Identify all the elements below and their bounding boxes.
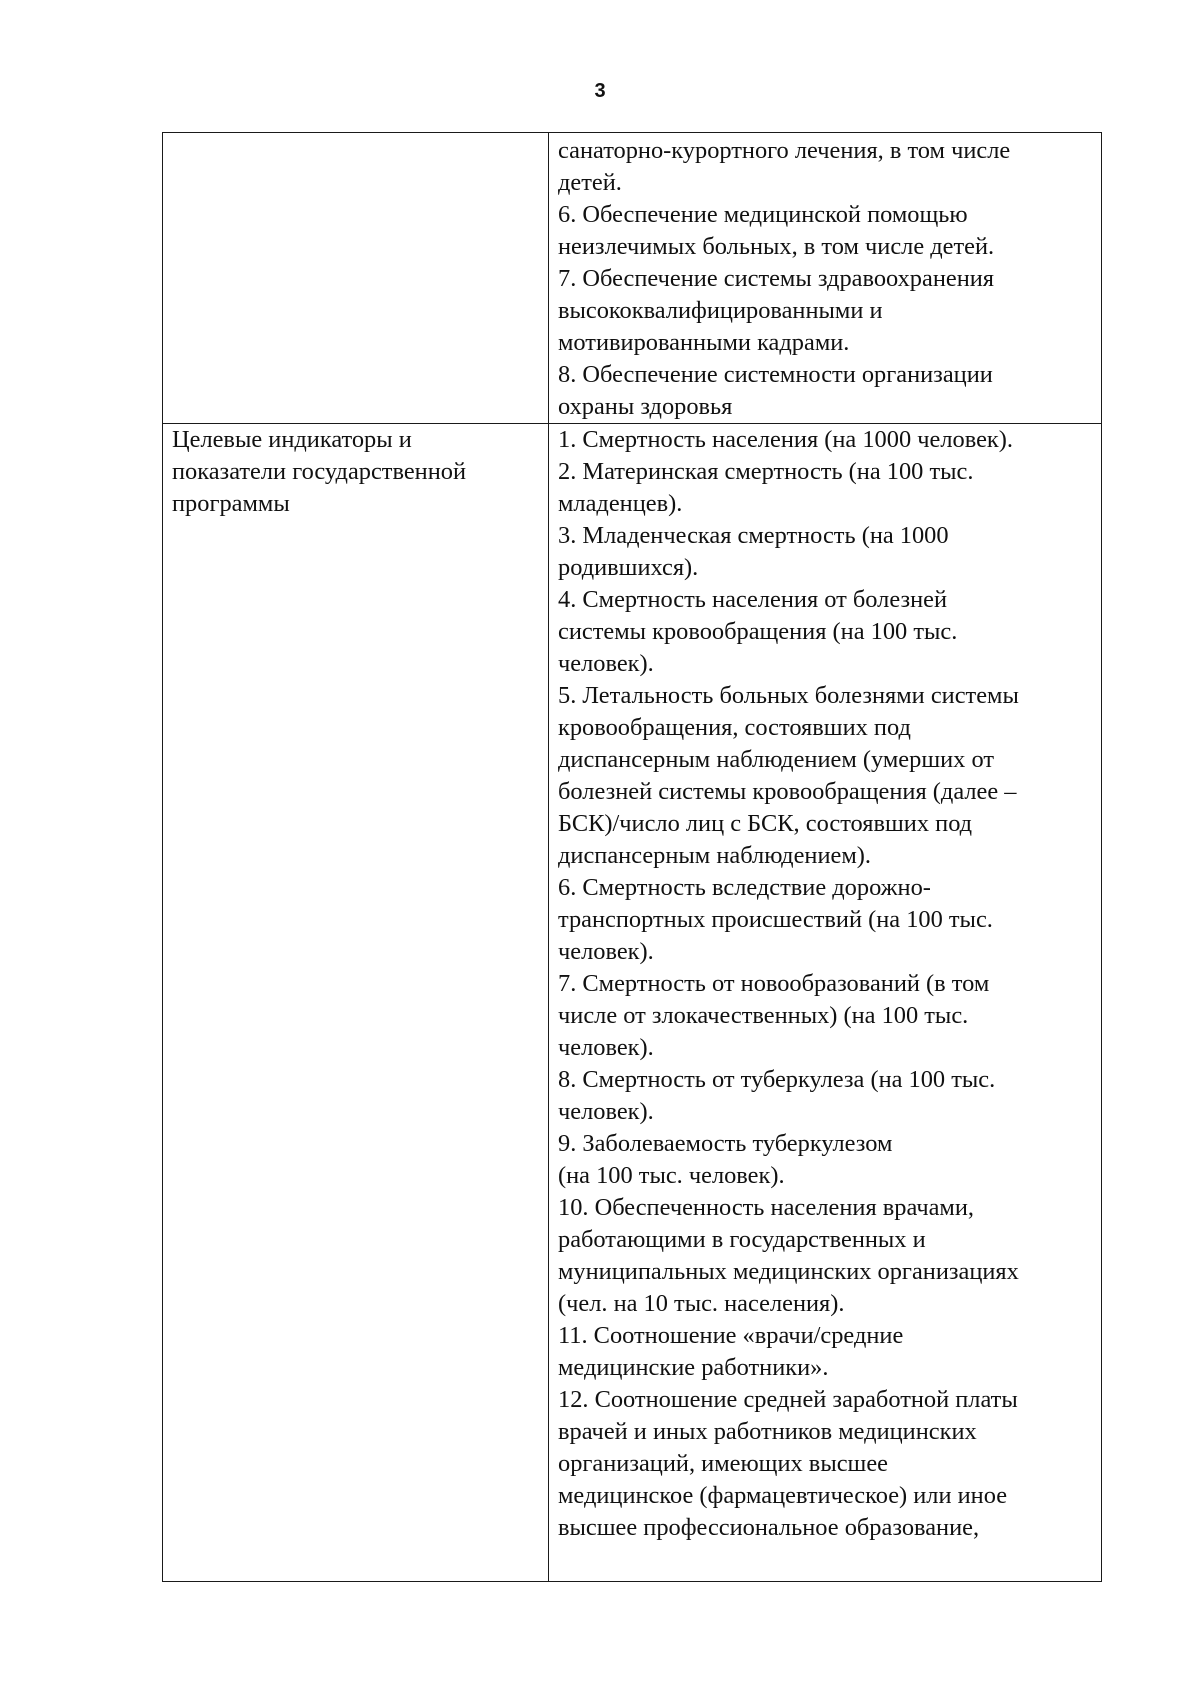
- text-line: программы: [172, 490, 290, 517]
- text-line: родившихся).: [558, 554, 699, 581]
- page-number: 3: [594, 80, 606, 102]
- row-content-cell: [549, 424, 1102, 1582]
- text-line: кровообращения, состоявших под: [558, 714, 911, 741]
- table-row: [163, 424, 1102, 1582]
- text-line: человек).: [558, 650, 654, 677]
- text-line: санаторно-курортного лечения, в том числе: [558, 137, 1011, 164]
- text-line: показатели государственной: [172, 458, 467, 485]
- text-line: 3. Младенческая смертность (на 1000: [558, 522, 949, 549]
- text-line: мотивированными кадрами.: [558, 329, 850, 356]
- text-line: врачей и иных работников медицинских: [558, 1418, 977, 1445]
- text-line: 5. Летальность больных болезнями системы: [558, 682, 1019, 709]
- text-line: 2. Материнская смертность (на 100 тыс.: [558, 458, 974, 485]
- row-label-cell: [163, 133, 549, 424]
- text-line: системы кровообращения (на 100 тыс.: [558, 618, 958, 645]
- text-line: (чел. на 10 тыс. населения).: [558, 1290, 845, 1317]
- text-line: высшее профессиональное образование,: [558, 1514, 980, 1541]
- text-line: 10. Обеспеченность населения врачами,: [558, 1194, 975, 1221]
- text-line: 1. Смертность населения (на 1000 человек).: [558, 426, 1013, 453]
- text-line: 7. Обеспечение системы здравоохранения: [558, 265, 995, 292]
- text-line: детей.: [558, 169, 622, 196]
- text-line: 4. Смертность населения от болезней: [558, 586, 948, 613]
- text-line: человек).: [558, 1098, 654, 1125]
- row-label-cell: [163, 424, 549, 1582]
- text-line: 7. Смертность от новообразований (в том: [558, 970, 990, 997]
- text-line: 6. Обеспечение медицинской помощью: [558, 201, 968, 228]
- text-line: 6. Смертность вследствие дорожно-: [558, 874, 931, 901]
- text-line: муниципальных медицинских организациях: [558, 1258, 1019, 1285]
- row-content-cell: [549, 133, 1102, 424]
- text-line: БСК)/число лиц с БСК, состоявших под: [558, 810, 973, 837]
- text-line: 8. Обеспечение системности организации: [558, 361, 993, 388]
- text-line: диспансерным наблюдением (умерших от: [558, 746, 994, 773]
- text-line: (на 100 тыс. человек).: [558, 1162, 785, 1189]
- text-line: транспортных происшествий (на 100 тыс.: [558, 906, 993, 933]
- text-line: диспансерным наблюдением).: [558, 842, 871, 869]
- text-line: работающими в государственных и: [558, 1226, 926, 1253]
- text-line: медицинское (фармацевтическое) или иное: [558, 1482, 1008, 1509]
- text-line: медицинские работники».: [558, 1354, 829, 1381]
- text-line: 9. Заболеваемость туберкулезом: [558, 1130, 893, 1157]
- text-line: болезней системы кровообращения (далее –: [558, 778, 1017, 805]
- text-line: неизлечимых больных, в том числе детей.: [558, 233, 995, 260]
- text-line: организаций, имеющих высшее: [558, 1450, 888, 1477]
- text-line: младенцев).: [558, 490, 683, 517]
- table-row: [163, 133, 1102, 424]
- text-line: 11. Соотношение «врачи/средние: [558, 1322, 904, 1349]
- text-line: высококвалифицированными и: [558, 297, 883, 324]
- program-table: [162, 132, 1102, 1582]
- text-line: числе от злокачественных) (на 100 тыс.: [558, 1002, 969, 1029]
- text-line: человек).: [558, 938, 654, 965]
- text-line: 12. Соотношение средней заработной платы: [558, 1386, 1018, 1413]
- text-line: 8. Смертность от туберкулеза (на 100 тыс.: [558, 1066, 996, 1093]
- text-line: человек).: [558, 1034, 654, 1061]
- text-line: Целевые индикаторы и: [172, 426, 412, 453]
- text-line: охраны здоровья: [558, 393, 733, 420]
